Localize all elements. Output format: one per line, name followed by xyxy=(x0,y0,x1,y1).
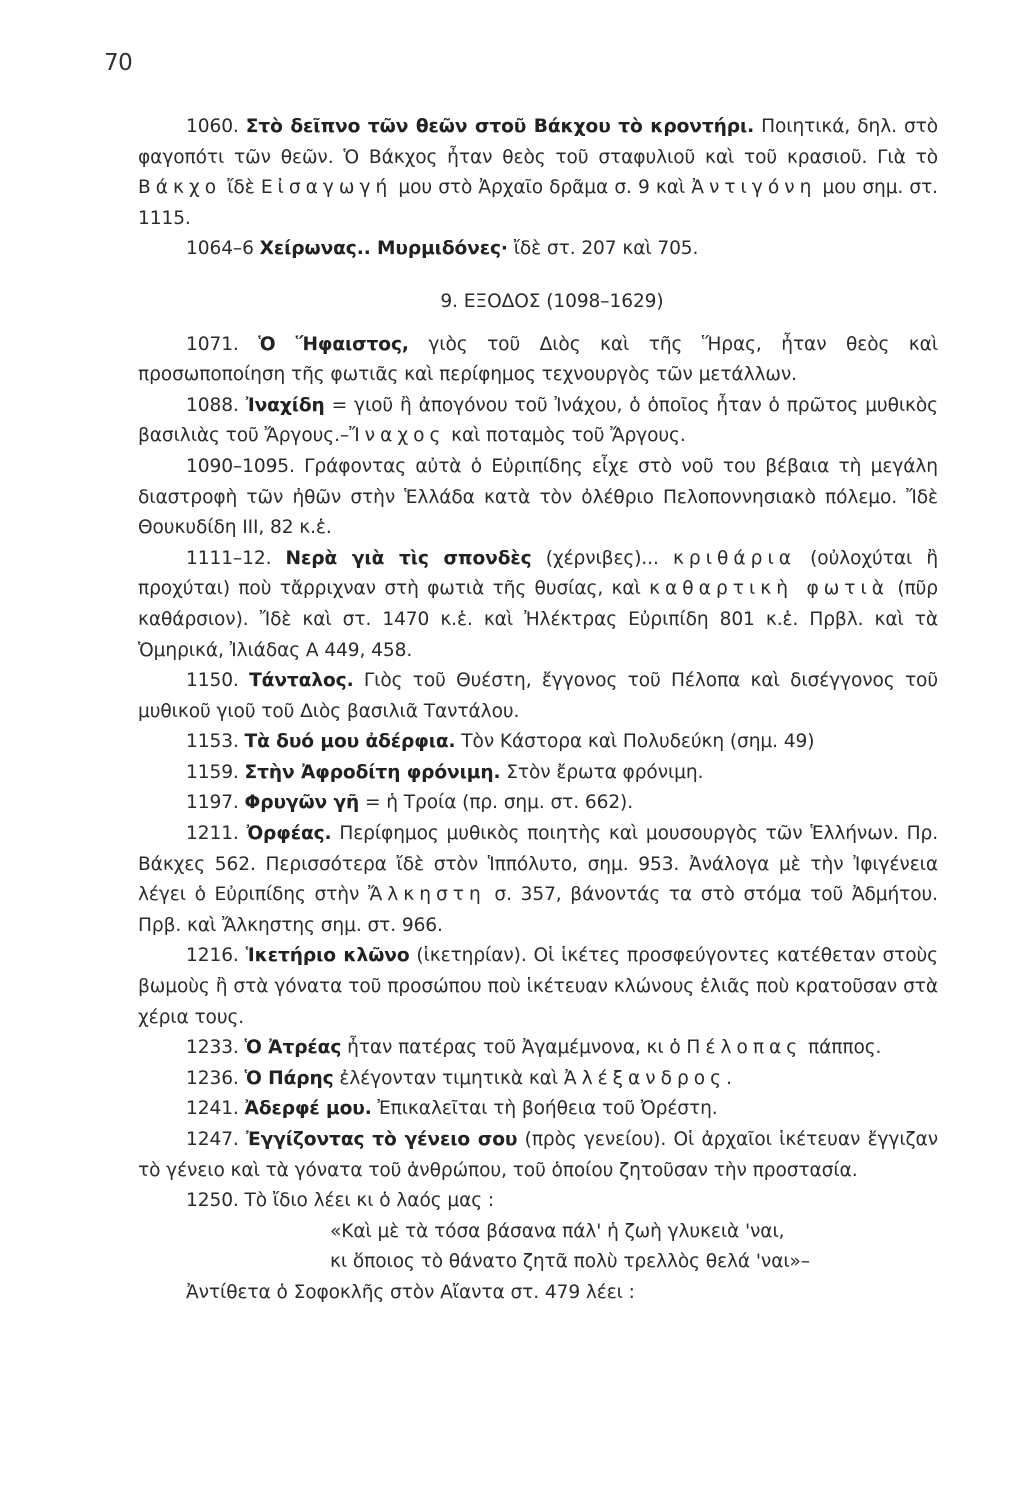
note-entry xyxy=(138,544,938,666)
note-text: 1216. xyxy=(186,945,246,967)
note-text: Ἐπικαλεῖται τὴ βοήθεια τοῦ Ὀρέστη. xyxy=(371,1098,718,1120)
note-text: . xyxy=(726,1067,732,1089)
note-lemma: Τάνταλος. xyxy=(249,670,354,692)
note-text: 1241. xyxy=(186,1098,245,1120)
verse-line: «Καὶ μὲ τὰ τόσα βάσανα πάλ' ἡ ζωὴ γλυκειὰ 'ναι, xyxy=(330,1220,785,1242)
note-text: μου στὸ Ἀρχαῖο δρᾶμα σ. 9 καὶ xyxy=(392,177,692,199)
note-lemma: Στὸ δεῖπνο τῶν θεῶν στοῦ Βάκχου τὸ κροντήρι. xyxy=(245,116,755,137)
note-spaced-text: κριθάρια xyxy=(672,547,796,569)
note-spaced-text: Πέλοπας xyxy=(686,1037,803,1059)
note-text: ἐλέγονταν τιμητικὰ καὶ xyxy=(333,1067,564,1089)
note-text: 1153. xyxy=(186,731,245,753)
note-text: 1159. xyxy=(186,761,245,783)
note-text: 1150. xyxy=(186,670,250,692)
note-entry xyxy=(138,1033,938,1064)
note-entry xyxy=(138,1094,938,1125)
note-text: 1071. xyxy=(186,333,259,355)
note-lemma: Ὁ Ἀτρέας xyxy=(244,1037,342,1059)
note-text: πάππος. xyxy=(802,1037,882,1059)
note-text: = γιοῦ ἢ ἀπογόνου τοῦ Ἰνάχου, ὁ ὁποῖος ἦταν ὁ πρῶτος μυθικὸς βασιλιὰς τοῦ Ἄργους.– xyxy=(138,394,938,447)
notes-body xyxy=(138,112,938,1309)
note-entry xyxy=(138,819,938,941)
note-text: 1064–6 xyxy=(186,238,260,260)
note-text: 1088. xyxy=(186,394,246,416)
closing-line: Ἀντίθετα ὁ Σοφοκλῆς στὸν Αἴαντα στ. 479 λέει : xyxy=(186,1281,635,1303)
note-text: = ἡ Τροία (πρ. σημ. στ. 662). xyxy=(359,792,634,814)
note-text: (ἱκετηρίαν). Οἱ ἱκέτες προσφεύγοντες κατέθεταν στοὺς βωμοὺς ἢ στὰ γόνατα τοῦ προσώπου ποὺ ἱκέτευαν κλώνους ἐλιᾶς ποὺ κρατοῦσαν στὰ χέρια τους. xyxy=(138,945,938,1028)
note-lemma: Ὀρφέας. xyxy=(246,823,332,845)
note-text: 1090–1095. Γράφοντας αὐτὰ ὁ Εὐριπίδης εἶχε στὸ νοῦ του βέβαια τὴ μεγάλη διαστροφὴ τῶν ἠθῶν στὴν Ἑλλάδα κατὰ τὸν ὀλέθριο Πελοποννησιακὸ πόλεμο. Ἴδὲ Θουκυδίδη III, 82 κ.ἑ. xyxy=(138,455,938,539)
note-text: ἴδὲ στ. 207 καὶ 705. xyxy=(507,238,699,260)
note-text: 1060. xyxy=(186,116,246,137)
note-spaced-text: Εἰσαγωγή xyxy=(260,177,393,199)
note-text: 1111–12. xyxy=(186,547,286,569)
note-spaced-text: Ἴναχος xyxy=(349,425,446,447)
note-entry xyxy=(138,452,938,544)
note-lemma: Ἀδερφέ μου. xyxy=(244,1098,372,1120)
note-lemma: Ἰναχίδη xyxy=(245,394,325,416)
note-lemma: Ὁ Ἥφαιστος, xyxy=(258,333,409,355)
note-entry xyxy=(138,234,938,265)
note-entry xyxy=(138,391,938,452)
note-text: ἦταν πατέρας τοῦ Ἀγαμέμνονα, κι ὁ xyxy=(341,1037,687,1059)
note-lemma: Νερὰ γιὰ τὶς σπονδὲς xyxy=(285,547,532,569)
note-text: Στὸν ἔρωτα φρόνιμη. xyxy=(500,761,704,783)
note-text: Περίφημος μυθικὸς ποιητὴς καὶ μουσουργὸς τῶν Ἑλλήνων. Πρ. Βάκχες 562. Περισσότερα ἴδὲ στὸν Ἱππόλυτο, σημ. 953. Ἀνάλογα μὲ τὴν Ἰφιγένεια λέγει ὁ Εὐριπίδης στὴν xyxy=(138,823,939,906)
note-entry xyxy=(138,330,938,391)
note-spaced-text: Ἀλέξανδρος xyxy=(563,1067,727,1089)
note-lemma: Στὴν Ἀφροδίτη φρόνιμη. xyxy=(244,761,501,783)
note-spaced-text: καθαρτικὴ φωτιὰ xyxy=(649,578,890,600)
page-number: 70 xyxy=(104,50,133,76)
verse-line: κι ὅποιος τὸ θάνατο ζητᾶ πολὺ τρελλὸς θελά 'ναι»– xyxy=(330,1251,811,1273)
note-entry xyxy=(138,941,938,1033)
note-entry xyxy=(138,758,938,789)
note-entry xyxy=(138,1186,938,1217)
note-text: Ποιητικά, δηλ. στὸ φαγοπότι τῶν θεῶν. Ὁ Βάκχος ἦταν θεὸς τοῦ σταφυλιοῦ καὶ τοῦ κρασιοῦ. Γιὰ τὸ xyxy=(138,116,938,168)
notes-group-before xyxy=(138,112,938,265)
note-spaced-text: Βάκχο xyxy=(138,177,222,199)
note-lemma: Ὁ Πάρης xyxy=(244,1067,334,1089)
note-lemma: Φρυγῶν γῆ xyxy=(244,792,360,814)
note-text: 1236. xyxy=(186,1067,245,1089)
notes-group-after xyxy=(138,330,938,1217)
note-entry xyxy=(138,1064,938,1095)
note-entry xyxy=(138,666,938,727)
note-text: καὶ ποταμὸς τοῦ Ἄργους. xyxy=(445,425,686,447)
note-text: 1233. xyxy=(186,1037,245,1059)
note-text: 1250. Τὸ ἴδιο λέει κι ὁ λαός μας : xyxy=(186,1190,495,1212)
note-text: 1247. xyxy=(186,1129,247,1150)
note-entry xyxy=(138,112,938,234)
note-lemma: Τὰ δυό μου ἀδέρφια. xyxy=(244,731,456,753)
note-entry xyxy=(138,727,938,758)
note-text: Γιὸς τοῦ Θυέστη, ἔγγονος τοῦ Πέλοπα καὶ δισέγγονος τοῦ μυθικοῦ γιοῦ τοῦ Διὸς βασιλιᾶ Ταντάλου. xyxy=(138,670,938,722)
verse-block xyxy=(138,1217,938,1278)
note-entry xyxy=(138,1125,938,1186)
note-entry xyxy=(138,788,938,819)
note-text: μου σημ. στ. 1115. xyxy=(138,177,938,229)
note-text: Τὸν Κάστορα καὶ Πολυδεύκη (σημ. 49) xyxy=(455,731,815,753)
note-text: (οὐλοχύται ἢ προχύται) ποὺ τἄρριχναν στὴ φωτιὰ τῆς θυσίας, καὶ xyxy=(138,547,938,600)
note-text: (χέρνιβες)... xyxy=(531,547,673,569)
note-text: γιὸς τοῦ Διὸς καὶ τῆς Ἥρας, ἦταν θεὸς καὶ προσωποποίηση τῆς φωτιᾶς καὶ περίφημος τεχνουργὸς τῶν μετάλλων. xyxy=(138,333,939,386)
note-text: 1211. xyxy=(186,823,247,845)
note-spaced-text: Ἀντιγόνη xyxy=(691,177,817,199)
section-heading: 9. ΕΞΟΔΟΣ (1098–1629) xyxy=(440,290,664,312)
note-text: σ. 357, βάνοντάς τα στὸ στόμα τοῦ Ἀδμήτου. Πρβ. καὶ Ἄλκηστης σημ. στ. 966. xyxy=(138,884,938,936)
note-spaced-text: Ἄλκηστη xyxy=(367,884,486,906)
note-text: (πρὸς γενείου). Οἱ ἀρχαῖοι ἱκέτευαν ἔγγιζαν τὸ γένειο καὶ τὰ γόνατα τοῦ ἀνθρώπου, τοῦ ὁποίου ζητοῦσαν τὴν προστασία. xyxy=(138,1129,938,1181)
note-text: ἴδὲ xyxy=(221,177,261,199)
note-lemma: Ἐγγίζοντας τὸ γένειο σου xyxy=(246,1129,518,1150)
note-lemma: Χείρωνας.. Μυρμιδόνες· xyxy=(259,238,508,260)
note-lemma: Ἱκετήριο κλῶνο xyxy=(245,945,410,967)
note-text: 1197. xyxy=(186,792,245,814)
note-text: (πῦρ καθάρσιον). Ἴδὲ καὶ στ. 1470 κ.ἑ. καὶ Ἠλέκτρας Εὐριπίδη 801 κ.ἑ. Πρβλ. καὶ τὰ Ὁμηρικά, Ἰλιάδας Α 449, 458. xyxy=(138,578,939,661)
